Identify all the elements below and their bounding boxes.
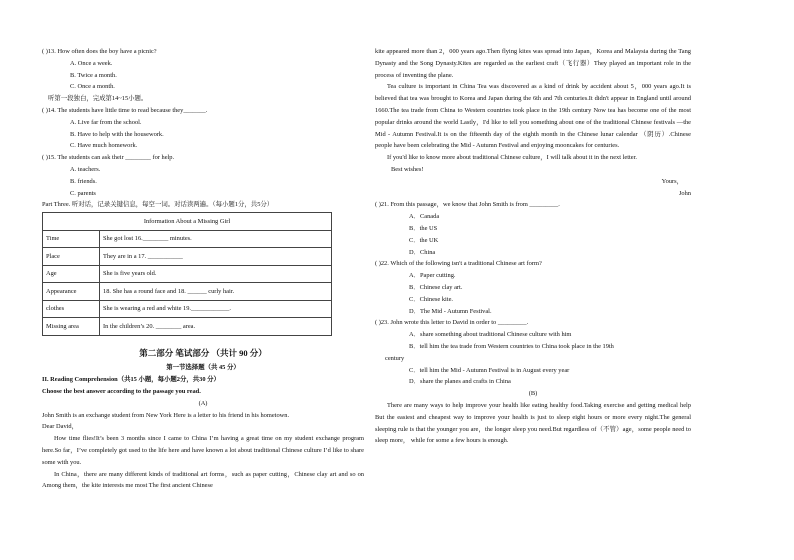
table-row <box>43 248 332 266</box>
question-23: ( )23. John wrote this letter to David in order to _________. <box>375 319 529 327</box>
best-wishes: Best wishes! <box>391 165 424 173</box>
salutation: Dear David， <box>42 423 79 431</box>
q15-option-a: A. teachers. <box>70 165 101 173</box>
q15-option-c: C. parents <box>70 189 96 197</box>
part-three-instruction: Part Three. 听对话，记录关键信息，每空一词。对话读两遍。（每小题1分，共5分） <box>42 201 274 209</box>
q13-option-b: B. Twice a month. <box>70 71 117 79</box>
row-value: She got lost 16.________ minutes. <box>100 230 332 248</box>
section-subtitle: 第一节选择题（共 45 分） <box>166 364 240 372</box>
q21-option-a: A．Canada <box>409 213 440 221</box>
passage-a-paragraph-1: How time flies!It’s been 3 months since I came to China I’m having a great time on my student exchange program here.So far，I’ve completely got used to the life here and have known a lot about traditional Chinese culture I’d like to share some with you. <box>42 435 364 466</box>
question-13: ( )13. How often does the boy have a picnic? <box>42 48 157 55</box>
q15-option-b: B. friends. <box>70 177 97 185</box>
row-value: She is five years old. <box>100 265 332 283</box>
q21-option-c: C．the UK <box>409 236 439 244</box>
q23-option-c: C．tell him the Mid - Autumn Festival is in August every year <box>409 366 570 374</box>
passage-b-paragraph: There are many ways to help improve your health like eating healthy food.Taking exercise and getting medical help But the easiest and cheapest way to improve your health is just to sleep eight hours or more every night.The general sleeping rule is that the younger you are，the longer sleep you need.But regardless of（不管）age，some people need to sleep more， while for some a few hours is enough. <box>375 401 691 445</box>
passage-b-label: (B) <box>528 390 538 398</box>
row-key: Appearance <box>43 283 100 301</box>
closing-paragraph: If you'd like to know more about traditional Chinese culture，I will talk about it in the next letter. <box>387 154 637 162</box>
reading-instruction: Choose the best answer according to the passage you read. <box>42 388 201 396</box>
q22-option-a: A．Paper cutting. <box>409 272 456 280</box>
row-key: Missing area <box>43 318 100 336</box>
q23-option-b: B．tell him the tea trade from Western countries to China took place in the 19th <box>409 342 614 350</box>
question-15: ( )15. The students can ask their ________ for help. <box>42 154 175 162</box>
q22-option-c: C．Chinese kite. <box>409 295 454 303</box>
q13-option-a: A. Once a week. <box>70 59 113 67</box>
yours: Yours， <box>661 177 683 185</box>
kite-paragraph: kite appeared more than 2，000 years ago.Then flying kites was spread into Japan，Korea and Malaysia during the Tang Dynasty and the Song Dynasty.Kites are regarded as the earliest craft（飞行器）They played an important role in the process of inventing the plane. <box>375 48 691 79</box>
q21-option-d: D．China <box>409 248 436 256</box>
q23-option-b-cont: century <box>385 354 405 362</box>
tea-paragraph: Tea culture is important in China Tea was discovered as a kind of drink by accident about 5，000 years ago.It is believed that tea was brought to Korea and Japan during the 6th and 7th centuries.It didn't appear in England until around 1660.The tea trade from China to Western countries took place in the 19th century Now tea has become one of the most popular drinks around the world Lastly，I'd like to tell you something about one of the traditional Chinese festivals —the Mid - Autumn Festival.It is on the fifteenth day of the eighth month in the Chinese lunar calendar （阴历）.Chinese people have been celebrating the Mid - Autumn Festival and enjoying mooncakes for centuries. <box>375 83 691 150</box>
q23-option-d: D．share the planes and crafts in China <box>409 378 511 386</box>
table-row <box>43 318 332 336</box>
row-value: In the children’s 20. ________ area. <box>100 318 332 336</box>
listening-note: 听第一段独白，完成第14~15小题。 <box>48 95 148 103</box>
question-21: ( )21. From this passage，we know that John Smith is from _________. <box>375 201 560 209</box>
table-row <box>43 230 332 248</box>
row-value: They are in a 17. ___________ <box>100 248 332 266</box>
row-value: 18. She has a round face and 18. ______ curly hair. <box>100 283 332 301</box>
right-column <box>375 46 691 447</box>
q22-option-b: B．Chinese clay art. <box>409 283 463 291</box>
section-title: 第二部分 笔试部分 （共计 90 分） <box>139 347 267 358</box>
passage-a-label: (A) <box>198 399 208 407</box>
row-value: She is wearing a red and white 19.____________. <box>100 300 332 318</box>
q14-option-b: B. Have to help with the housework. <box>70 130 164 138</box>
q21-option-b: B．the US <box>409 224 438 232</box>
question-22: ( )22. Which of the following isn't a traditional Chinese art form? <box>375 260 542 268</box>
row-key: Age <box>43 265 100 283</box>
row-key: clothes <box>43 300 100 318</box>
signature: John <box>678 189 691 197</box>
row-key: Place <box>43 248 100 266</box>
table-row <box>43 300 332 318</box>
missing-girl-table <box>42 212 332 336</box>
passage-a-paragraph-2: In China，there are many different kinds of traditional art forms，such as paper cutting，Chinese clay art and so on Among them，the kite interests me most The first ancient Chinese <box>42 470 364 490</box>
q14-option-a: A. Live far from the school. <box>70 118 142 126</box>
q13-option-c: C. Once a month. <box>70 83 115 91</box>
row-key: Time <box>43 230 100 248</box>
q23-option-a: A．share something about traditional Chinese culture with him <box>409 331 572 339</box>
table-title: Information About a Missing Girl <box>43 213 332 231</box>
left-column <box>42 46 364 492</box>
passage-a-intro: John Smith is an exchange student from New York Here is a letter to his friend in his hometown. <box>42 411 290 419</box>
question-14: ( )14. The students have little time to read because they_______. <box>42 106 208 114</box>
table-row <box>43 265 332 283</box>
table-row <box>43 283 332 301</box>
q14-option-c: C. Have much homework. <box>70 142 138 150</box>
reading-title: II. Reading Comprehension（共15 小题，每小题2分，共30 分） <box>42 376 220 384</box>
q22-option-d: D．The Mid - Autumn Festival. <box>409 307 492 315</box>
